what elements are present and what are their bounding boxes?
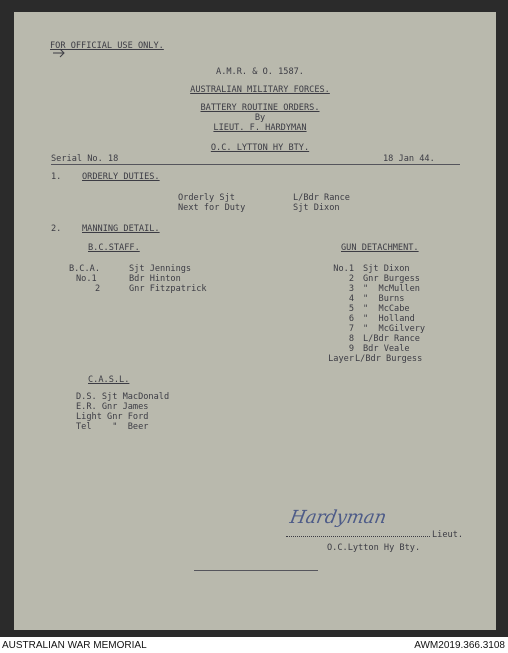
serial-number: Serial No. 18 xyxy=(51,154,119,164)
gun-post: 7 xyxy=(348,324,354,334)
signature-dotted-line xyxy=(286,536,430,537)
staff-post: No.1 xyxy=(76,274,97,284)
staff-post: B.C.A. xyxy=(68,264,100,274)
classification-marking: FOR OFFICIAL USE ONLY. xyxy=(50,41,164,51)
signature-unit: O.C.Lytton Hy Bty. xyxy=(327,543,421,553)
gun-post: 6 xyxy=(348,314,354,324)
gun-name: L/Bdr Rance xyxy=(363,334,420,344)
gun-detachment-heading: GUN DETACHMENT. xyxy=(341,243,419,253)
gun-post: 8 xyxy=(348,334,354,344)
duty-name: L/Bdr Rance xyxy=(293,193,350,203)
duty-role: Orderly Sjt xyxy=(178,193,235,203)
gun-post: 9 xyxy=(348,344,354,354)
gun-name: " Holland xyxy=(363,314,415,324)
gun-name: " Burns xyxy=(363,294,405,304)
document-title: BATTERY ROUTINE ORDERS. xyxy=(200,103,320,113)
archive-reference: AWM2019.366.3108 xyxy=(414,640,505,651)
casl-row: Tel " Beer xyxy=(76,422,149,432)
staff-post: 2 xyxy=(95,284,101,294)
author-line: LIEUT. F. HARDYMAN xyxy=(213,123,307,133)
gun-name: " McGilvery xyxy=(363,324,426,334)
duty-role: Next for Duty xyxy=(178,203,246,213)
document-page xyxy=(14,12,496,630)
by-line: By xyxy=(254,113,266,123)
casl-heading: C.A.S.L. xyxy=(88,375,130,385)
gun-post: 5 xyxy=(348,304,354,314)
bc-staff-heading: B.C.STAFF. xyxy=(88,243,140,253)
casl-row: Light Gnr Ford xyxy=(76,412,149,422)
casl-row: D.S. Sjt MacDonald xyxy=(76,392,170,402)
force-heading: AUSTRALIAN MILITARY FORCES. xyxy=(190,85,330,95)
serial-rule xyxy=(51,164,460,165)
section-2-heading: MANNING DETAIL. xyxy=(82,224,160,234)
gun-name: " McCabe xyxy=(363,304,410,314)
archive-name: AUSTRALIAN WAR MEMORIAL xyxy=(2,640,147,651)
gun-post: 3 xyxy=(348,284,354,294)
section-1-heading: ORDERLY DUTIES. xyxy=(82,172,160,182)
duty-name: Sjt Dixon xyxy=(293,203,340,213)
gun-post: 2 xyxy=(348,274,354,284)
gun-name: " McMullen xyxy=(363,284,420,294)
archive-footer xyxy=(0,637,508,653)
order-date: 18 Jan 44. xyxy=(383,154,435,164)
gun-name: Gnr Burgess xyxy=(363,274,420,284)
staff-name: Bdr Hinton xyxy=(129,274,181,284)
handwritten-signature: Hardyman xyxy=(288,507,389,528)
gun-post: No.1 xyxy=(333,264,354,274)
casl-row: E.R. Gnr James xyxy=(76,402,149,412)
unit-line: O.C. LYTTON HY BTY. xyxy=(210,143,310,153)
staff-name: Sjt Jennings xyxy=(129,264,192,274)
section-1-number: 1. xyxy=(51,172,62,182)
gun-name: L/Bdr Burgess xyxy=(355,354,423,364)
gun-post: 4 xyxy=(348,294,354,304)
section-2-number: 2. xyxy=(51,224,62,234)
arrow-mark-icon xyxy=(52,48,66,58)
signature-rank: Lieut. xyxy=(432,530,464,540)
order-reference: A.M.R. & O. 1587. xyxy=(216,67,304,77)
gun-name: Bdr Veale xyxy=(363,344,410,354)
staff-name: Gnr Fitzpatrick xyxy=(129,284,207,294)
gun-name: Sjt Dixon xyxy=(363,264,410,274)
gun-post: Layer xyxy=(328,354,354,364)
distribution-rule xyxy=(194,570,318,571)
